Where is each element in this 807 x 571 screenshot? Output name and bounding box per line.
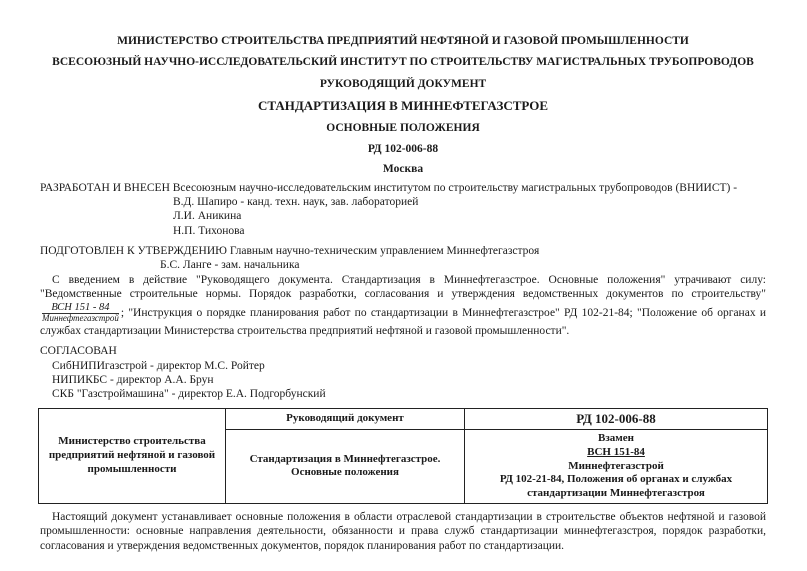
body-paragraph bbox=[40, 510, 766, 553]
ministry-heading: МИНИСТЕРСТВО СТРОИТЕЛЬСТВА ПРЕДПРИЯТИЙ НЕФТЯНОЙ И ГАЗОВОЙ ПРОМЫШЛЕННОСТИ bbox=[117, 35, 689, 47]
developer-person-2: Л.И. Аникина bbox=[173, 210, 242, 223]
table-replaces bbox=[465, 430, 768, 504]
table-doc-title: Стандартизация в Миннефтегазстрое. Основные положения bbox=[226, 430, 465, 504]
institute-heading: ВСЕСОЮЗНЫЙ НАУЧНО-ИССЛЕДОВАТЕЛЬСКИЙ ИНСТИТУТ ПО СТРОИТЕЛЬСТВУ МАГИСТРАЛЬНЫХ ТРУБОПРОВОДОВ bbox=[52, 56, 754, 69]
agreed-item-3: СКБ "Газстроймашина" - директор Е.А. Подгорбунский bbox=[52, 388, 326, 401]
vsn-fraction-denominator: Миннефтегазстрой bbox=[42, 313, 119, 324]
table-ministry: Министерство строительства предприятий нефтяной и газовой промышленности bbox=[39, 408, 226, 503]
developed-lead: РАЗРАБОТАН И ВНЕСЕН Всесоюзным научно-исследовательским институтом по строительству магистральных трубопроводов (ВНИИСТ) - bbox=[40, 181, 738, 194]
table-code: РД 102-006-88 bbox=[465, 408, 768, 429]
document-info-table bbox=[38, 408, 768, 504]
developer-person-1: В.Д. Шапиро - канд. техн. наук, зав. лабораторией bbox=[173, 195, 419, 208]
agreed-item-2: НИПИКБС - директор А.А. Брун bbox=[52, 374, 214, 387]
table-replaces-org: Миннефтегазстрой bbox=[568, 459, 664, 472]
document-code: РД 102-006-88 bbox=[367, 142, 439, 155]
vsn-fraction-numerator: ВСН 151 - 84 bbox=[42, 302, 119, 315]
intro-part-2: ; "Инструкция о порядке планирования работ по стандартизации в Миннефтегазстрое" РД 102-21-84; "Положение об органах и службах стандартизации Министерства строительства предприятий нефтяной и газовой промышленности". bbox=[40, 306, 766, 337]
body-text: Настоящий документ устанавливает основные положения в области отраслевой стандартизации в строительстве объектов нефтяной и газовой промышленности: основные направления деятельности, обязанности и права служб стандартизации миннефтегазстроя, порядок разработки, согласования и утверждения ведомственных документов, порядок планирования работ по стандартизации. bbox=[40, 510, 766, 552]
agreed-item-1: СибНИПИгазстрой - директор М.С. Ройтер bbox=[52, 359, 265, 372]
developer-person-3: Н.П. Тихонова bbox=[173, 224, 245, 237]
table-replaces-rd: РД 102-21-84, Положения об органах и службах стандартизации Миннефтегазстроя bbox=[499, 473, 733, 500]
document-city: Москва bbox=[382, 163, 424, 176]
intro-paragraph bbox=[40, 273, 766, 339]
vsn-fraction bbox=[42, 302, 119, 324]
agreed-label: СОГЛАСОВАН bbox=[40, 345, 117, 358]
document-page bbox=[40, 34, 766, 553]
document-title: СТАНДАРТИЗАЦИЯ В МИННЕФТЕГАЗСТРОЕ bbox=[257, 98, 549, 114]
prepared-person: Б.С. Ланге - зам. начальника bbox=[160, 259, 300, 272]
table-replaces-label: Взамен bbox=[598, 432, 634, 445]
prepared-lead: ПОДГОТОВЛЕН К УТВЕРЖДЕНИЮ Главным научно-техническим управлением Миннефтегазстроя bbox=[40, 245, 540, 257]
doc-type-heading: РУКОВОДЯЩИЙ ДОКУМЕНТ bbox=[319, 77, 487, 90]
intro-part-1: С введением в действие "Руководящего документа. Стандартизация в Миннефтегазстрое. Основные положения" утрачивают силу: "Ведомственные строительные нормы. Порядок разработки, согласования и утверждения ведомственных документов по строительству" bbox=[40, 273, 766, 301]
table-replaces-vsn: ВСН 151-84 bbox=[587, 445, 645, 458]
document-subtitle: ОСНОВНЫЕ ПОЛОЖЕНИЯ bbox=[326, 122, 480, 135]
table-doc-type: Руководящий документ bbox=[226, 408, 465, 429]
